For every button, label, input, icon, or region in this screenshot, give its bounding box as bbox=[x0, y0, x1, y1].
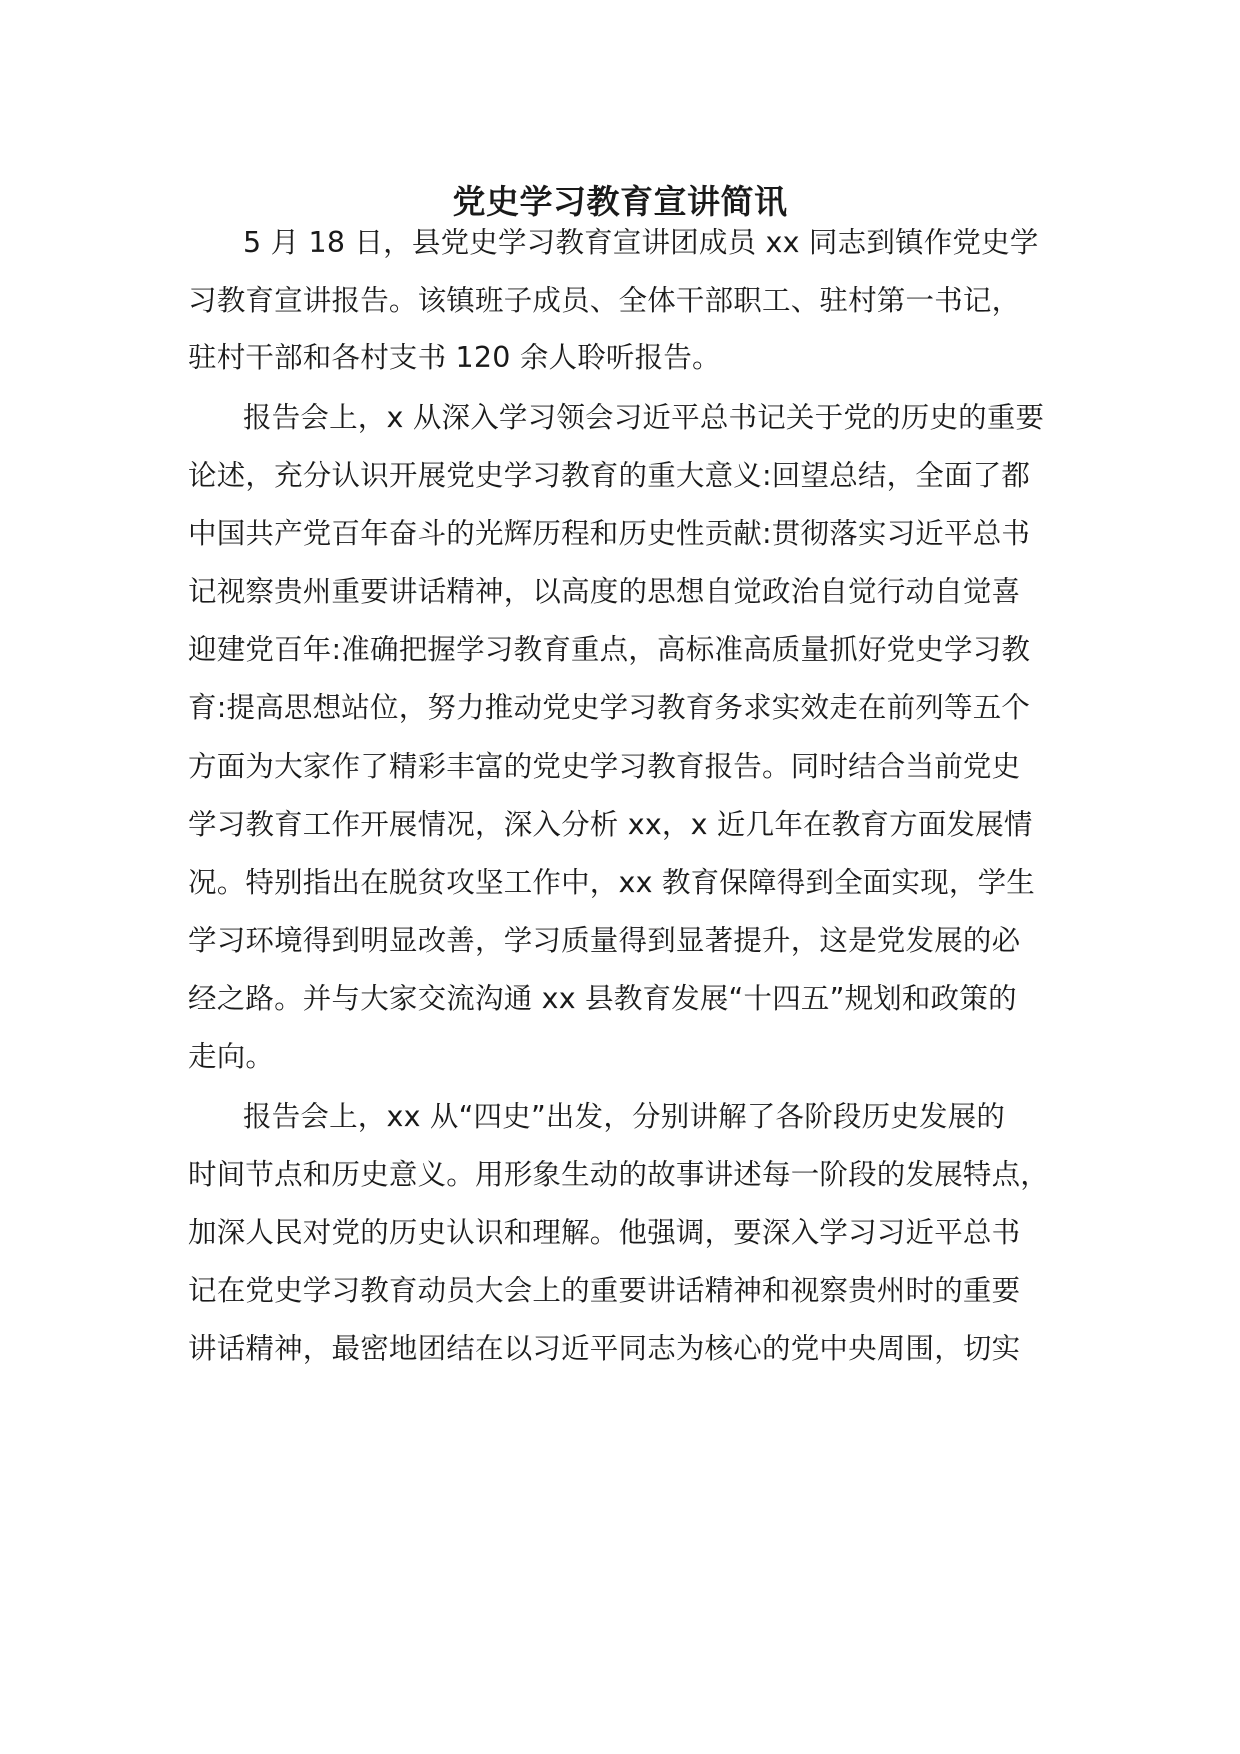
paragraph-line: 迎建党百年:准确把握学习教育重点，高标准高质量抓好党史学习教 bbox=[188, 633, 1031, 666]
paragraph-line: 经之路。并与大家交流沟通 xx 县教育发展“十四五”规划和政策的 bbox=[188, 982, 1017, 1015]
paragraph-line: 加深人民对党的历史认识和理解。他强调，要深入学习习近平总书 bbox=[188, 1216, 1021, 1249]
paragraph-line: 记视察贵州重要讲话精神，以高度的思想自觉政治自觉行动自觉喜 bbox=[188, 575, 1021, 608]
paragraph-line: 驻村干部和各村支书 120 余人聆听报告。 bbox=[188, 341, 721, 374]
paragraph-line: 走向。 bbox=[188, 1040, 275, 1073]
paragraph-line: 方面为大家作了精彩丰富的党史学习教育报告。同时结合当前党史 bbox=[188, 750, 1021, 783]
paragraph-line: 时间节点和历史意义。用形象生动的故事讲述每一阶段的发展特点， bbox=[188, 1158, 1050, 1191]
paragraph-line: 况。特别指出在脱贫攻坚工作中，xx 教育保障得到全面实现，学生 bbox=[188, 866, 1035, 899]
paragraph-line: 学习教育工作开展情况，深入分析 xx，x 近几年在教育方面发展情 bbox=[188, 808, 1033, 841]
paragraph-line: 习教育宣讲报告。该镇班子成员、全体干部职工、驻村第一书记， bbox=[188, 284, 1021, 317]
page-title: 党史学习教育宣讲简讯 bbox=[452, 182, 788, 221]
paragraph-line: 报告会上，xx 从“四史”出发，分别讲解了各阶段历史发展的 bbox=[243, 1100, 1006, 1133]
paragraph-line: 5 月 18 日，县党史学习教育宣讲团成员 xx 同志到镇作党史学 bbox=[243, 226, 1039, 259]
paragraph-line: 论述，充分认识开展党史学习教育的重大意义:回望总结，全面了都 bbox=[188, 459, 1031, 492]
paragraph-line: 育:提高思想站位，努力推动党史学习教育务求实效走在前列等五个 bbox=[188, 691, 1031, 724]
paragraph-line: 报告会上，x 从深入学习领会习近平总书记关于党的历史的重要 bbox=[243, 401, 1045, 434]
paragraph-line: 讲话精神，最密地团结在以习近平同志为核心的党中央周围，切实 bbox=[188, 1332, 1021, 1365]
paragraph-line: 学习环境得到明显改善，学习质量得到显著提升，这是党发展的必 bbox=[188, 924, 1021, 957]
paragraph-line: 中国共产党百年奋斗的光辉历程和历史性贡献:贯彻落实习近平总书 bbox=[188, 517, 1031, 550]
paragraph-line: 记在党史学习教育动员大会上的重要讲话精神和视察贵州时的重要 bbox=[188, 1274, 1021, 1307]
